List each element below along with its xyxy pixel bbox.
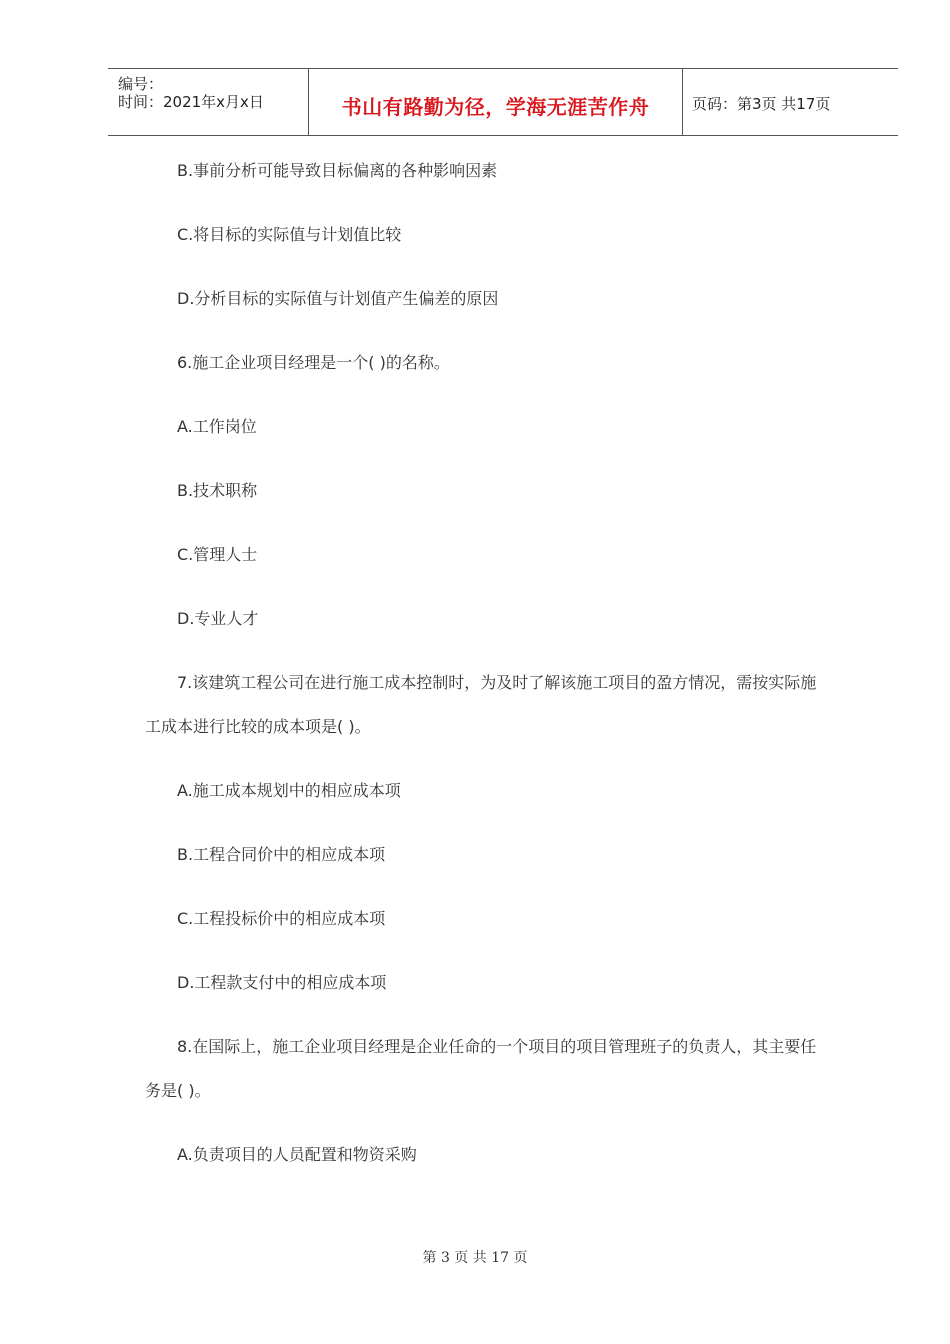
option-b-q6: B.技术职称: [177, 481, 258, 500]
page-header: [108, 68, 898, 136]
question-8-line-2: 务是( )。: [145, 1081, 211, 1100]
question-7-line-1: 7.该建筑工程公司在进行施工成本控制时，为及时了解该施工项目的盈方情况，需按实际施: [177, 673, 817, 692]
header-page-info: 页码：第3页 共17页: [692, 95, 831, 113]
option-d-q5: D.分析目标的实际值与计划值产生偏差的原因: [177, 289, 499, 308]
option-c-q5: C.将目标的实际值与计划值比较: [177, 225, 402, 244]
option-c-q6: C.管理人士: [177, 545, 258, 564]
option-a-q8: A.负责项目的人员配置和物资采购: [177, 1145, 417, 1164]
question-7-line-2: 工成本进行比较的成本项是( )。: [145, 717, 371, 736]
page-footer: 第 3 页 共 17 页: [422, 1250, 528, 1266]
option-a-q7: A.施工成本规划中的相应成本项: [177, 781, 401, 800]
question-8-line-1: 8.在国际上，施工企业项目经理是企业任命的一个项目的项目管理班子的负责人，其主要任: [177, 1037, 817, 1056]
header-divider-right: [682, 69, 683, 135]
option-b-q5: B.事前分析可能导致目标偏离的各种影响因素: [177, 161, 498, 180]
option-a-q6: A.工作岗位: [177, 417, 257, 436]
date-label: 时间：2021年x月x日: [118, 93, 264, 111]
option-c-q7: C.工程投标价中的相应成本项: [177, 909, 386, 928]
question-6: 6.施工企业项目经理是一个( )的名称。: [177, 353, 450, 372]
option-d-q7: D.工程款支付中的相应成本项: [177, 973, 387, 992]
option-d-q6: D.专业人才: [177, 609, 259, 628]
header-motto: 书山有路勤为径，学海无涯苦作舟: [341, 95, 650, 119]
option-b-q7: B.工程合同价中的相应成本项: [177, 845, 386, 864]
serial-number-label: 编号：: [118, 75, 164, 93]
